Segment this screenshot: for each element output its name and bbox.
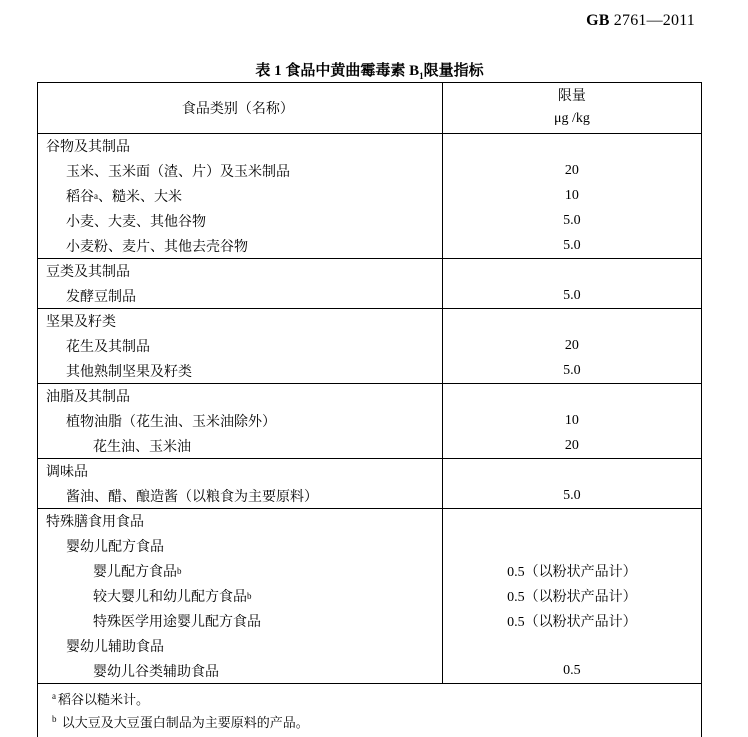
food-category-cell: 婴幼儿谷类辅助食品 [38,658,443,683]
table-row [38,258,701,283]
standard-number-prefix: GB [586,12,610,29]
limit-value-cell: 5.0 [563,287,581,303]
table-row [38,658,701,683]
limit-value-cell: 20 [564,437,579,453]
food-category-cell: 坚果及籽类 [38,309,443,333]
food-category-cell: 油脂及其制品 [38,384,443,408]
food-category-cell: 酱油、醋、酿造酱（以粮食为主要原料） [38,483,443,508]
limit-value-cell: 10 [564,187,579,203]
table-row [38,608,701,633]
food-category-cell: 调味品 [38,459,443,483]
limit-value-cell: 5.0 [563,212,581,228]
table-row [38,358,701,383]
table-row [38,383,701,408]
table-title [37,59,702,81]
table-row [38,508,701,533]
limit-value-cell [443,134,701,158]
limit-value-cell: 0.5 [563,662,581,678]
food-category-cell: 小麦粉、麦片、其他去壳谷物 [38,233,443,258]
food-category-cell: 婴幼儿辅助食品 [38,633,443,658]
table-row [38,183,701,208]
food-category-cell: 花生及其制品 [38,333,443,358]
food-category-cell: 发酵豆制品 [38,283,443,308]
limit-value-cell: 5.0 [563,362,581,378]
food-category-cell: 较大婴儿和幼儿配方食品 b [38,583,443,608]
food-category-cell: 特殊医学用途婴儿配方食品 [38,608,443,633]
food-category-cell: 玉米、玉米面（渣、片）及玉米制品 [38,158,443,183]
limit-value-cell: 0.5（以粉状产品计） [507,564,637,580]
table-title-subscript: 1 [419,71,424,81]
table-title-prefix: 表 1 食品中黄曲霉毒素 B [255,63,420,79]
table-row [38,233,701,258]
food-category-header: 食品类别（名称） [38,83,443,133]
limit-value-cell: 10 [564,412,579,428]
food-category-cell: 谷物及其制品 [38,134,443,158]
table-row [38,633,701,658]
limit-header-unit: μg /kg [553,111,590,126]
table-row [38,483,701,508]
footnote-marker: b [52,713,57,724]
standard-number [586,12,695,30]
table-row [38,158,701,183]
food-category-cell: 稻谷 a 、糙米、大米 [38,183,443,208]
table-row [38,308,701,333]
table-row [38,558,701,583]
table-title-suffix: 限量指标 [423,63,484,79]
limit-value-cell [443,309,701,333]
limit-header-label: 限量 [557,89,586,104]
food-category-cell: 婴幼儿配方食品 [38,533,443,558]
limit-value-cell [443,533,701,558]
limit-value-cell: 0.5（以粉状产品计） [507,614,637,630]
food-category-cell: 小麦、大麦、其他谷物 [38,208,443,233]
footnote-marker: a [52,690,56,701]
footnotes-block [38,683,701,737]
limit-value-cell [443,384,701,408]
limit-value-cell: 5.0 [563,487,581,503]
table-row [38,133,701,158]
limit-value-cell [443,459,701,483]
limit-value-cell: 20 [564,162,579,178]
limits-table [37,82,702,737]
table-body [38,133,701,683]
table-row [38,458,701,483]
limit-value-cell: 20 [564,337,579,353]
table-row [38,283,701,308]
table-header-row [38,83,701,133]
table-row [38,433,701,458]
food-category-cell: 花生油、玉米油 [38,433,443,458]
table-row [38,408,701,433]
food-category-cell: 豆类及其制品 [38,259,443,283]
food-category-cell: 植物油脂（花生油、玉米油除外） [38,408,443,433]
table-row [38,533,701,558]
food-category-cell: 特殊膳食用食品 [38,509,443,533]
table-row [38,208,701,233]
footnote: $^a$ 稻谷以糙米计。 [52,690,150,707]
footnote: $^b$ 以大豆及大豆蛋白制品为主要原料的产品。 [52,713,309,730]
standard-number-digits: 2761—2011 [609,12,695,29]
limit-value-cell [443,259,701,283]
limit-value-cell [443,509,701,533]
table-row [38,333,701,358]
limit-value-cell: 0.5（以粉状产品计） [507,589,637,605]
limit-value-cell [443,633,701,658]
limit-value-cell: 5.0 [563,237,581,253]
food-category-cell: 婴儿配方食品 b [38,558,443,583]
food-category-cell: 其他熟制坚果及籽类 [38,358,443,383]
limit-header [443,83,701,133]
table-row [38,583,701,608]
